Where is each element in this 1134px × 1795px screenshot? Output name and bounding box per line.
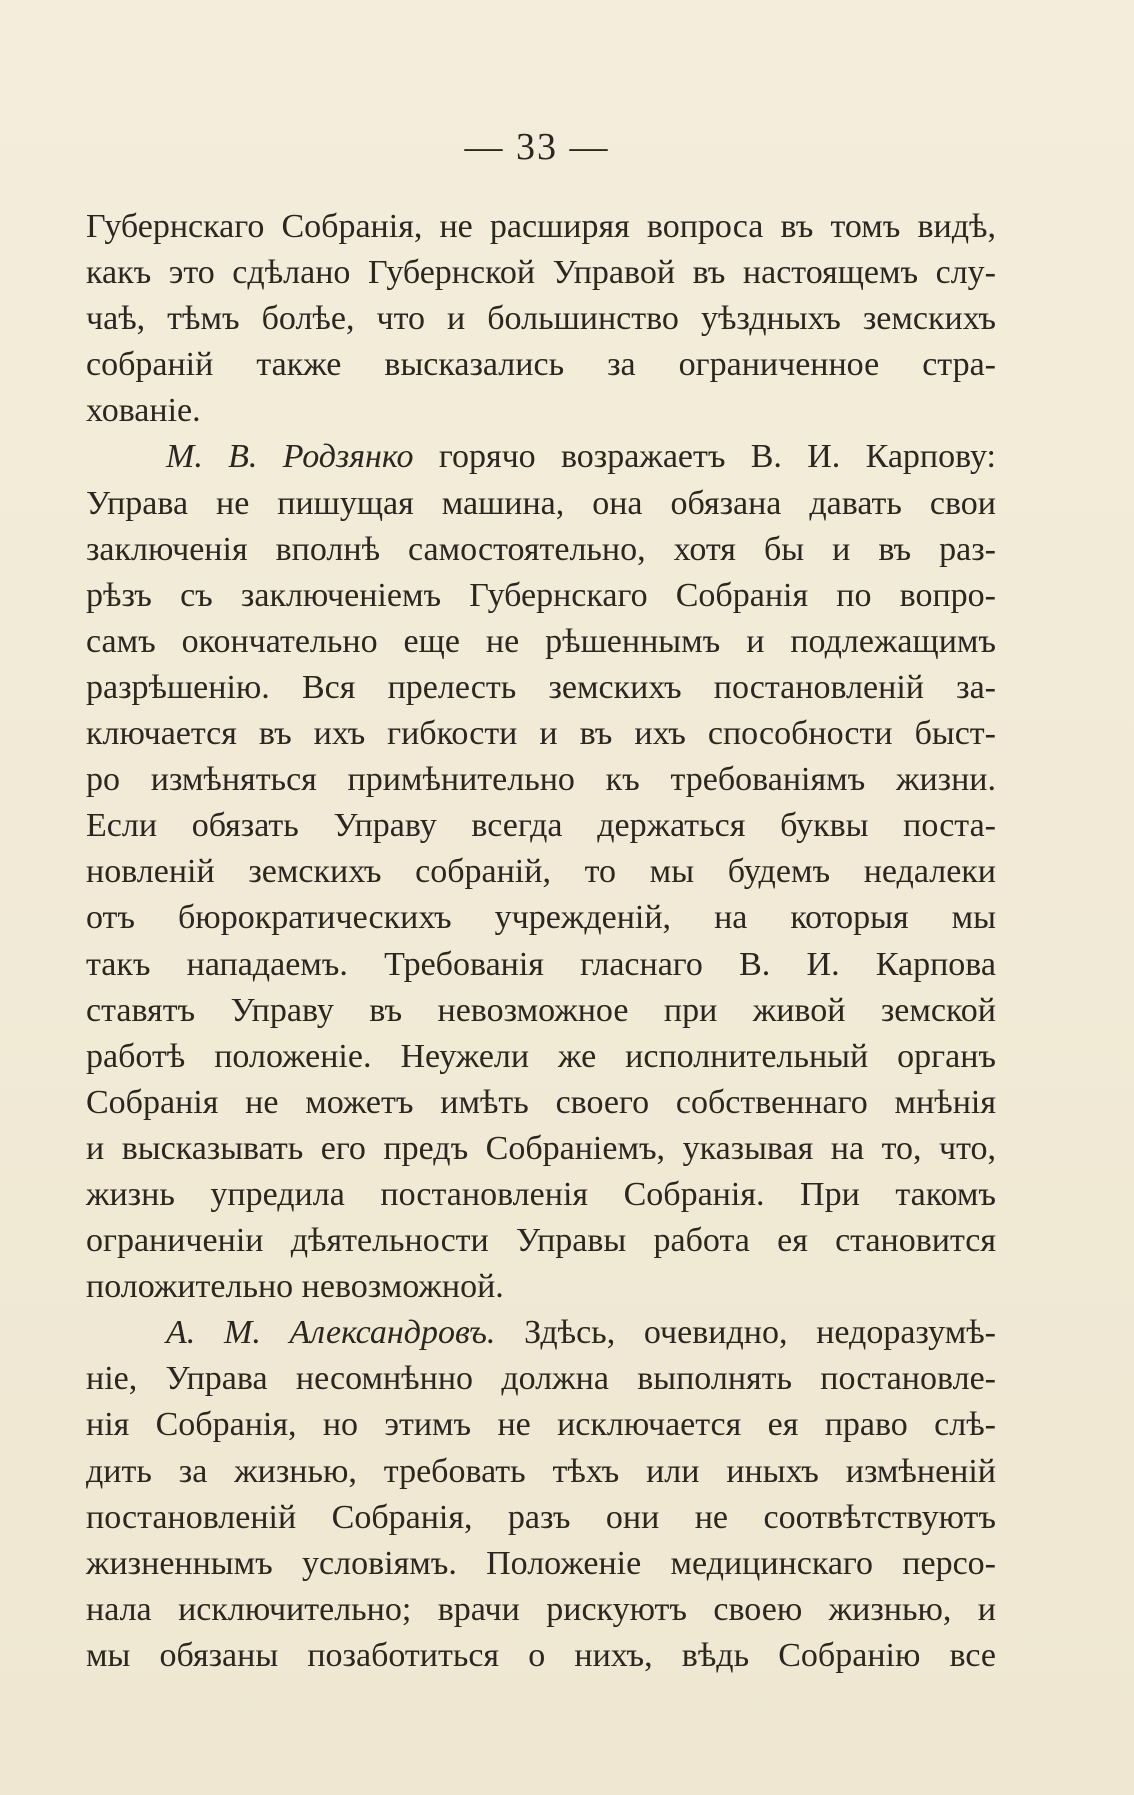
text-line: постановленій Собранія, разъ они не соотвѣтствуютъ — [86, 1498, 996, 1536]
text-line: нія Собранія, но этимъ не исключается ея право слѣ- — [86, 1406, 996, 1444]
text-line: Губернскаго Собранія, не расширяя вопроса въ томъ видѣ, — [86, 208, 996, 245]
text-line: работѣ положеніе. Неужели же исполнительный органъ — [86, 1037, 996, 1075]
text-line: новленій земскихъ собраній, то мы будемъ недалеки — [86, 853, 996, 891]
text-line: самъ окончательно еще не рѣшеннымъ и подлежащимъ — [86, 622, 996, 660]
text-line: ро измѣняться примѣнительно къ требованіямъ жизни. — [86, 761, 996, 799]
text-line: собраній также высказались за ограниченное стра- — [86, 346, 996, 384]
speaker-line-rest: Здѣсь, очевидно, недоразумѣ- — [495, 1314, 996, 1352]
text-line: такъ нападаемъ. Требованія гласнаго В. И. Карпова — [86, 945, 996, 983]
text-line: ключается въ ихъ гибкости и въ ихъ способности быст- — [86, 715, 996, 753]
text-line — [86, 1310, 996, 1356]
text-line: ставятъ Управу въ невозможное при живой земской — [86, 991, 996, 1029]
text-line: нала исключительно; врачи рискуютъ своею жизнью, и — [86, 1590, 996, 1628]
text-line: жизненнымъ условіямъ. Положеніе медицинскаго персо- — [86, 1544, 996, 1582]
text-line: и высказывать его предъ Собраніемъ, указывая на то, что, — [86, 1129, 996, 1167]
text-line: Если обязать Управу всегда держаться буквы поста- — [86, 807, 996, 845]
text-line: хованіе. — [86, 392, 201, 430]
text-line: Управа не пишущая машина, она обязана давать свои — [86, 484, 996, 522]
text-line: дить за жизнью, требовать тѣхъ или иныхъ измѣненій — [86, 1452, 996, 1490]
text-line: ограниченіи дѣятельности Управы работа ея становится — [86, 1222, 996, 1260]
text-line: Собранія не можетъ имѣть своего собственнаго мнѣнія — [86, 1083, 996, 1121]
paragraph-3 — [86, 1310, 996, 1679]
speaker-name: А. М. Александровъ. — [166, 1314, 496, 1352]
text-line: рѣзъ съ заключеніемъ Губернскаго Собранія по вопро- — [86, 576, 996, 614]
text-line: отъ бюрократическихъ учрежденій, на которыя мы — [86, 899, 996, 937]
text-line: заключенія вполнѣ самостоятельно, хотя бы и въ раз- — [86, 530, 996, 568]
paragraph-2 — [86, 434, 996, 1310]
body-text — [86, 204, 996, 1679]
speaker-name: М. В. Родзянко — [166, 438, 414, 476]
text-line — [86, 434, 996, 480]
text-line: разрѣшенію. Вся прелесть земскихъ постановленій за- — [86, 668, 996, 706]
text-line: какъ это сдѣлано Губернской Управой въ настоящемъ слу- — [86, 254, 996, 292]
speaker-line-rest: горячо возражаетъ В. И. Карпову: — [413, 438, 996, 476]
text-line: ніе, Управа несомнѣнно должна выполнять постановле- — [86, 1360, 996, 1398]
text-line: мы обязаны позаботиться о нихъ, вѣдь Собранію все — [86, 1636, 996, 1674]
paragraph-1 — [86, 204, 996, 434]
text-line: жизнь упредила постановленія Собранія. При такомъ — [86, 1175, 996, 1213]
page-number: — 33 — — [464, 126, 610, 168]
text-line: положительно невозможной. — [86, 1268, 504, 1306]
text-line: чаѣ, тѣмъ болѣе, что и большинство уѣздныхъ земскихъ — [86, 300, 996, 338]
